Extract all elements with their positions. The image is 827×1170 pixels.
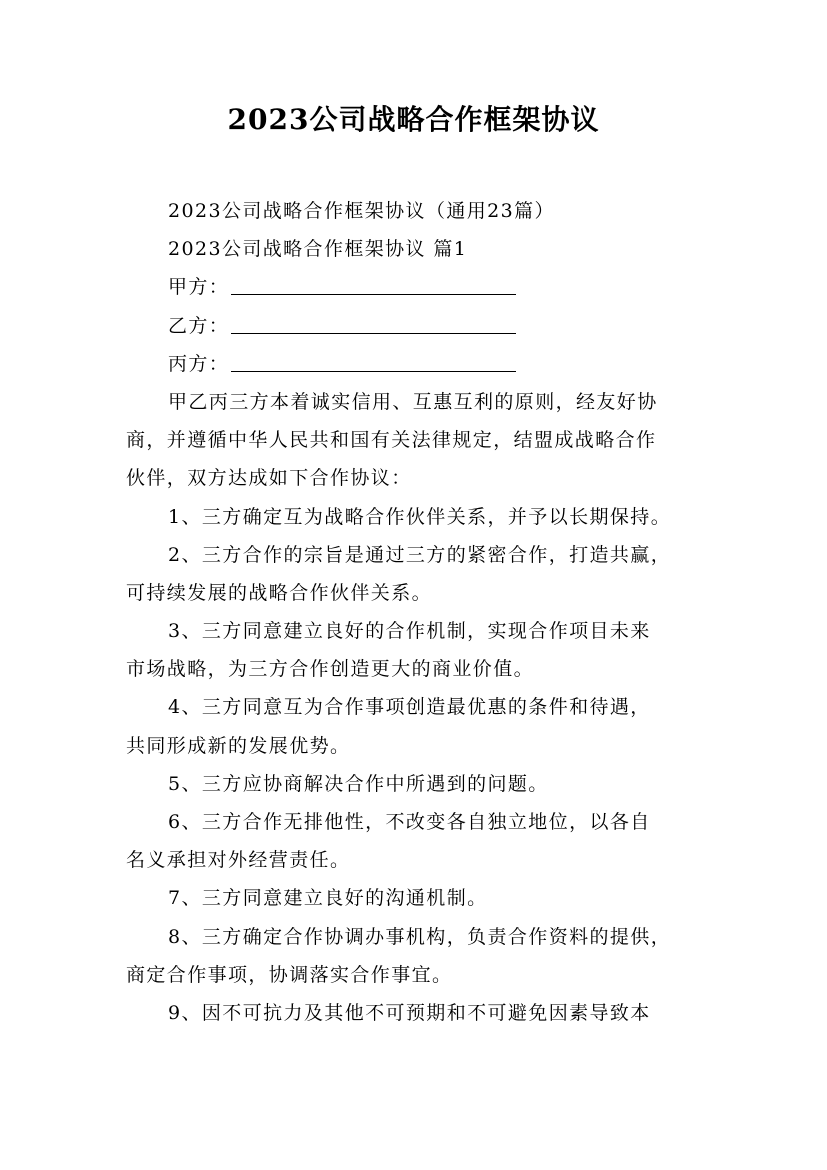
clause-2-cont: 可持续发展的战略合作伙伴关系。 (126, 581, 433, 604)
clause-3: 3、三方同意建立良好的合作机制，实现合作项目未来 (168, 620, 651, 643)
intro-line: 商，并遵循中华人民共和国有关法律规定，结盟成战略合作 (126, 429, 657, 452)
party-a-blank (231, 272, 516, 295)
party-c-label: 丙方： (168, 352, 230, 375)
clause-7: 7、三方同意建立良好的沟通机制。 (168, 887, 488, 910)
clause-9: 9、因不可抗力及其他不可预期和不可避免因素导致本 (168, 1001, 651, 1024)
document-body (126, 192, 716, 1032)
intro-line: 伙伴，双方达成如下合作协议： (126, 467, 412, 490)
clause-6: 6、三方合作无排他性，不改变各自独立地位，以各自 (168, 811, 651, 833)
document-title: 2023公司战略合作框架协议 (227, 103, 600, 136)
clause-6-cont: 名义承担对外经营责任。 (126, 849, 351, 872)
clause-3-cont: 市场战略，为三方合作创造更大的商业价值。 (126, 658, 535, 681)
intro-line: 甲乙丙三方本着诚实信用、互惠互利的原则，经友好协 (168, 390, 658, 413)
party-a-label: 甲方： (168, 276, 230, 299)
party-c-line (126, 345, 716, 383)
clause-5: 5、三方应协商解决合作中所遇到的问题。 (168, 772, 549, 795)
clause-8-cont: 商定合作事项，协调落实合作事宜。 (126, 963, 453, 986)
clause-4: 4、三方同意互为合作事项创造最优惠的条件和待遇， (168, 696, 651, 719)
clause-8: 8、三方确定合作协调办事机构，负责合作资料的提供， (168, 925, 672, 948)
party-b-blank (231, 311, 516, 334)
clause-4-cont: 共同形成新的发展优势。 (126, 734, 351, 757)
clause-2: 2、三方合作的宗旨是通过三方的紧密合作，打造共赢， (168, 543, 672, 566)
party-b-label: 乙方： (168, 314, 230, 337)
subtitle-line: 2023公司战略合作框架协议（通用23篇） (168, 200, 555, 222)
section-heading: 2023公司战略合作框架协议 篇1 (168, 238, 468, 261)
clause-1: 1、三方确定互为战略合作伙伴关系，并予以长期保持。 (168, 505, 672, 528)
party-c-blank (231, 349, 516, 372)
party-b-line (126, 307, 716, 345)
party-a-line (126, 268, 716, 306)
